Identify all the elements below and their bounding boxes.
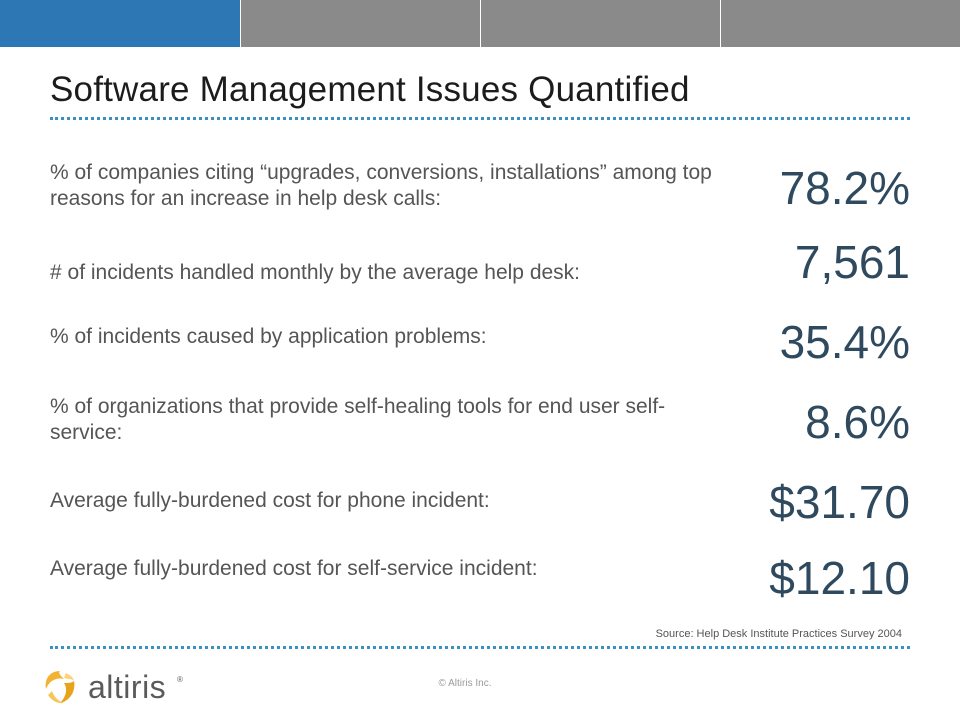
source-citation: Source: Help Desk Institute Practices Survey 2004	[655, 628, 902, 640]
stat-label: # of incidents handled monthly by the average help desk:	[50, 261, 581, 284]
slide-title: Software Management Issues Quantified	[50, 70, 690, 109]
stat-value: 35.4%	[779, 316, 910, 368]
stat-value: $31.70	[769, 476, 910, 528]
top-bar-gray-segment	[721, 0, 960, 47]
top-bar-gray-segment	[241, 0, 480, 47]
stat-label: % of organizations that provide self-healing tools for end user self-service:	[50, 395, 666, 444]
top-color-bar	[0, 0, 960, 47]
stat-value: 8.6%	[805, 396, 910, 448]
registered-mark: ®	[177, 675, 183, 684]
stat-label: Average fully-burdened cost for phone incident:	[50, 489, 490, 512]
stat-label: % of incidents caused by application problems:	[50, 325, 487, 348]
top-bar-gray-segment	[481, 0, 720, 47]
stat-value: 7,561	[794, 236, 910, 288]
footer-dotted-divider	[50, 646, 910, 649]
top-bar-blue-segment	[0, 0, 240, 47]
stat-value: $12.10	[769, 552, 910, 604]
stat-label: Average fully-burdened cost for self-service incident:	[50, 557, 538, 580]
title-dotted-divider	[50, 117, 910, 120]
logo-wordmark: altiris	[88, 669, 167, 705]
stat-label: % of companies citing “upgrades, conversions, installations” among top reasons for an increase in help desk calls:	[50, 161, 712, 210]
stat-value: 78.2%	[779, 162, 910, 214]
copyright-text: © Altiris Inc.	[438, 678, 492, 689]
